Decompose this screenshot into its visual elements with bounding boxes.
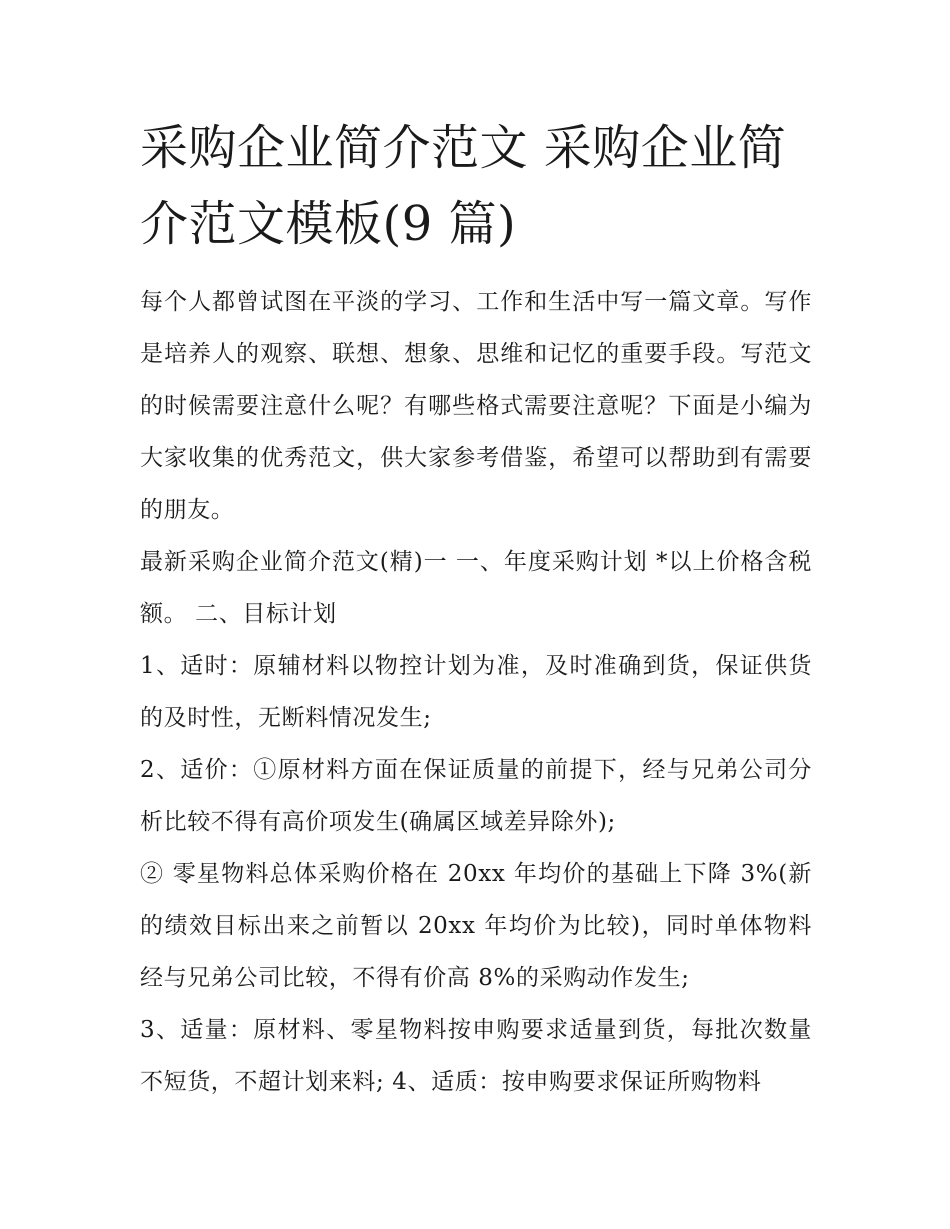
paragraph-item-1: 1、适时：原辅材料以物控计划为准，及时准确到货，保证供货的及时性，无断料情况发生; <box>140 653 812 731</box>
document-page <box>140 110 812 1108</box>
paragraph-intro: 每个人都曾试图在平淡的学习、工作和生活中写一篇文章。写作是培养人的观察、联想、想象、思维和记忆的重要手段。写范文的时候需要注意什么呢？有哪些格式需要注意呢？下面是小编为大家收集的优秀范文，供大家参考借鉴，希望可以帮助到有需要的朋友。 <box>140 289 812 523</box>
paragraph-item-2-sub: ② 零星物料总体采购价格在 20xx 年均价的基础上下降 3%(新的绩效目标出来之前暂以 20xx 年均价为比较)，同时单体物料经与兄弟公司比较，不得有价高 8%的采购动作发生; <box>140 861 812 991</box>
document-title: 采购企业简介范文 采购企业简介范文模板(9 篇) <box>140 120 787 252</box>
paragraph-item-2: 2、适价：①原材料方面在保证质量的前提下，经与兄弟公司分析比较不得有高价项发生(确属区域差异除外); <box>140 757 812 835</box>
paragraph-item-3: 3、适量：原材料、零星物料按申购要求适量到货，每批次数量不短货，不超计划来料; 4、适质：按申购要求保证所购物料 <box>140 1017 812 1095</box>
paragraph-plan-heading: 最新采购企业简介范文(精)一 一、年度采购计划 *以上价格含税额。 二、目标计划 <box>140 549 812 627</box>
